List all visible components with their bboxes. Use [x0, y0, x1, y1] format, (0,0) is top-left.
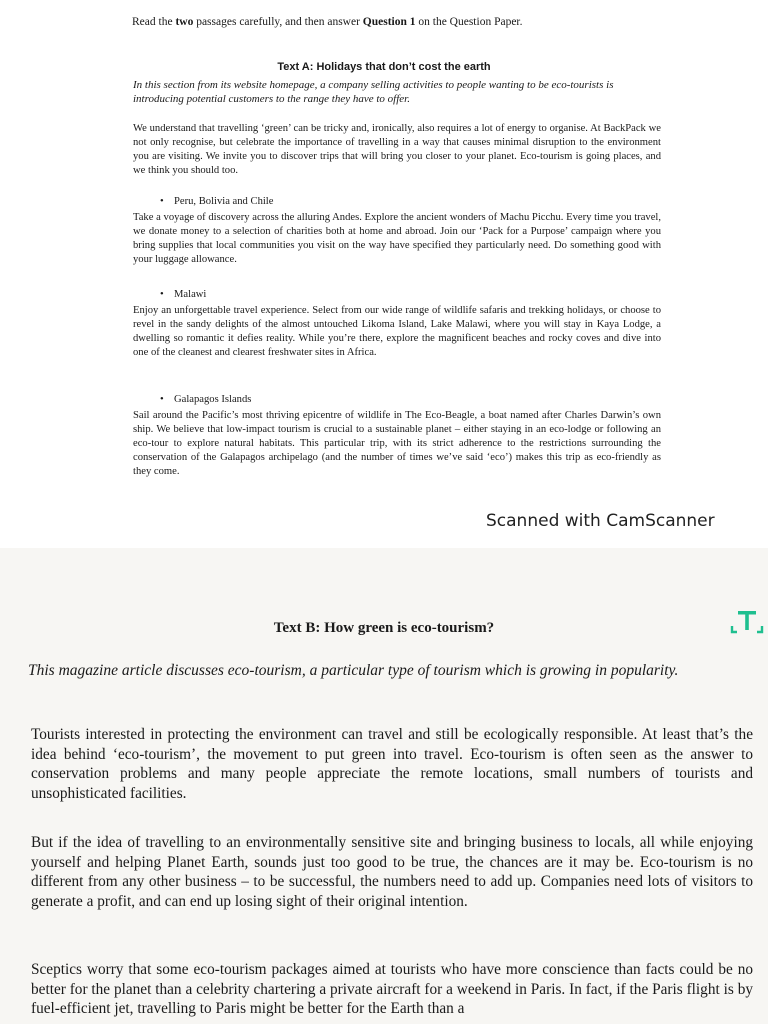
text-a-item-paragraph: Enjoy an unforgettable travel experience. Select from our wide range of wildlife safaris and trekking holidays, or choose to revel in the sandy delights of the almost untouched Likoma Island, Lake Malawi, where you will stay in Kaya Lodge, a dwelling so romantic it defies reality. While you’re there, explore the magnificent beaches and rocky coves and dive into one of the cleanest and clearest freshwater sites in Africa.: [133, 305, 661, 359]
text-a-intro: In this section from its website homepage, a company selling activities to people wanting to be eco-tourists is introducing potential customers to the range they have to offer.: [133, 79, 614, 105]
text-b-title: Text B: How green is eco-tourism?: [273, 620, 495, 636]
camscanner-watermark: Scanned with CamScanner: [486, 511, 715, 531]
bullet-heading: • Galapagos Islands: [160, 394, 252, 405]
text-b-intro: This magazine article discusses eco-tourism, a particular type of tourism which is growing in popularity.: [28, 662, 679, 679]
bullet-icon: •: [160, 196, 164, 207]
text-b-paragraph: Sceptics worry that some eco-tourism packages aimed at tourists who have more conscience than facts could be no better for the planet than a celebrity chartering a private aircraft for a weekend in Paris. In fact, if the Paris flight is by fuel-efficient jet, travelling to Paris might be better for the Earth than a: [31, 961, 753, 1017]
bullet-icon: •: [160, 394, 164, 405]
bullet-icon: •: [160, 289, 164, 300]
text-a-item-paragraph: Take a voyage of discovery across the alluring Andes. Explore the ancient wonders of Machu Picchu. Every time you travel, we donate money to a selection of charities both at home and abroad. Join our ‘Pack for a Purpose’ campaign where you bring supplies that local communities you visit on the way have specified they particularly need. Do something good with your luggage allowance.: [133, 212, 661, 266]
instruction-line: Read the two passages carefully, and then answer Question 1 on the Question Paper.: [132, 16, 523, 28]
text-a-paragraph: We understand that travelling ‘green’ can be tricky and, ironically, also requires a lot of energy to organise. At BackPack we not only recognise, but celebrate the importance of travelling in a way that causes minimal disruption to the environment you are visiting. We invite you to discover trips that will bring you closer to your planet. Eco-tourism is going places, and we think you should too.: [133, 123, 661, 177]
bullet-heading: • Peru, Bolivia and Chile: [160, 196, 274, 207]
text-b-paragraph: But if the idea of travelling to an environmentally sensitive site and bringing business to locals, all while enjoying yourself and helping Planet Earth, sounds just too good to be true, the chances are it may be. Eco-tourism is no different from any other business – to be successful, the numbers need to add up. Companies need lots of visitors to generate a profit, and can end up losing sight of their original intention.: [31, 834, 753, 910]
text-a-title: Text A: Holidays that don’t cost the earth: [277, 61, 491, 73]
text-a-item-paragraph: Sail around the Pacific’s most thriving epicentre of wildlife in The Eco-Beagle, a boat named after Charles Darwin’s own ship. We believe that low-impact tourism is crucial to a sustainable planet – either staying in an eco-lodge or following an eco-tour to explore natural habitats. This particular trip, with its strict adherence to the restrictions surrounding the conservation of the Galapagos archipelago (and the number of times we’ve said ‘eco’) makes this trip as eco-friendly as they come.: [133, 410, 661, 478]
text-b-paragraph: Tourists interested in protecting the environment can travel and still be ecologically responsible. At least that’s the idea behind ‘eco-tourism’, the movement to put green into travel. Eco-tourism is often seen as the answer to conservation problems and many people appreciate the remote locations, small numbers of tourists and unsophisticated facilities.: [31, 726, 753, 802]
bullet-heading: • Malawi: [160, 289, 207, 300]
